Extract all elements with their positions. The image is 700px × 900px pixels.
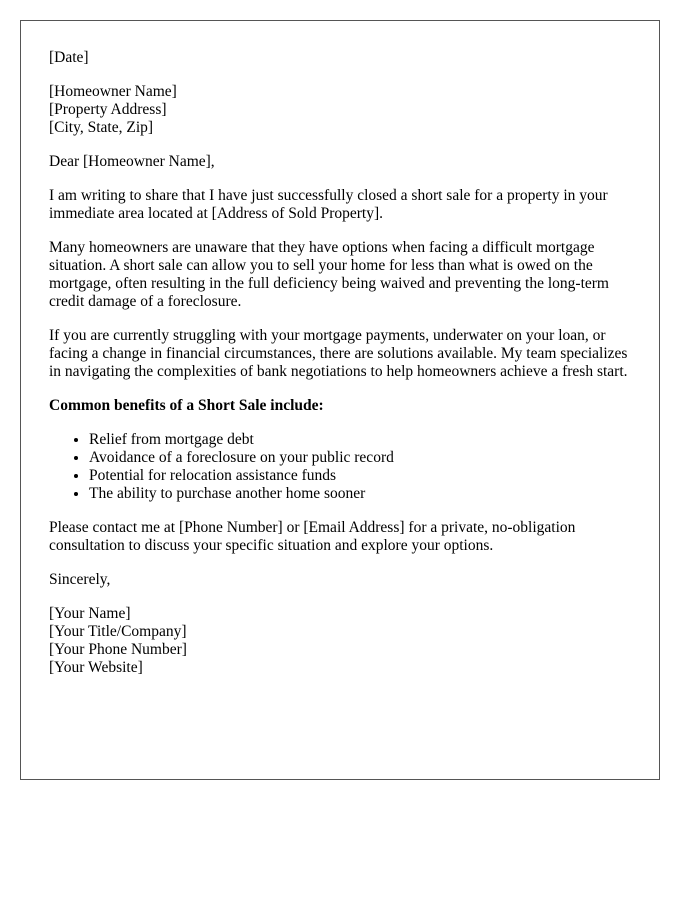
solutions-paragraph: If you are currently struggling with your mortgage payments, underwater on your loan, or facing a change in financial circumstances, there are solutions available. My team specializes in navigating the complexities of bank negotiations to help homeowners achieve a fresh start. [49, 327, 628, 380]
benefit-item: • Relief from mortgage debt [89, 431, 631, 449]
letter-page [20, 20, 660, 780]
signature-website: [Your Website] [49, 659, 143, 676]
recipient-property-address: [Property Address] [49, 101, 167, 118]
signature-name: [Your Name] [49, 605, 131, 622]
signature-phone: [Your Phone Number] [49, 641, 187, 658]
recipient-city-state-zip: [City, State, Zip] [49, 119, 154, 136]
benefit-item: • Potential for relocation assistance funds [89, 467, 631, 485]
benefits-heading: Common benefits of a Short Sale include: [49, 397, 324, 414]
letter-date: [Date] [49, 49, 89, 66]
salutation: Dear [Homeowner Name], [49, 153, 215, 170]
signature-block [49, 605, 631, 677]
recipient-address-block [49, 83, 631, 137]
intro-paragraph: I am writing to share that I have just successfully closed a short sale for a property in your immediate area located at [Address of Sold Property]. [49, 187, 608, 222]
closing: Sincerely, [49, 571, 111, 588]
benefits-list [49, 431, 631, 503]
options-paragraph: Many homeowners are unaware that they have options when facing a difficult mortgage situation. A short sale can allow you to sell your home for less than what is owed on the mortgage, often resulting in the full deficiency being waived and preventing the long-term credit damage of a foreclosure. [49, 239, 609, 310]
benefit-item: • Avoidance of a foreclosure on your public record [89, 449, 631, 467]
contact-paragraph: Please contact me at [Phone Number] or [Email Address] for a private, no-obligation consultation to discuss your specific situation and explore your options. [49, 519, 576, 554]
benefit-item: • The ability to purchase another home sooner [89, 485, 631, 503]
signature-title: [Your Title/Company] [49, 623, 187, 640]
recipient-name: [Homeowner Name] [49, 83, 177, 100]
